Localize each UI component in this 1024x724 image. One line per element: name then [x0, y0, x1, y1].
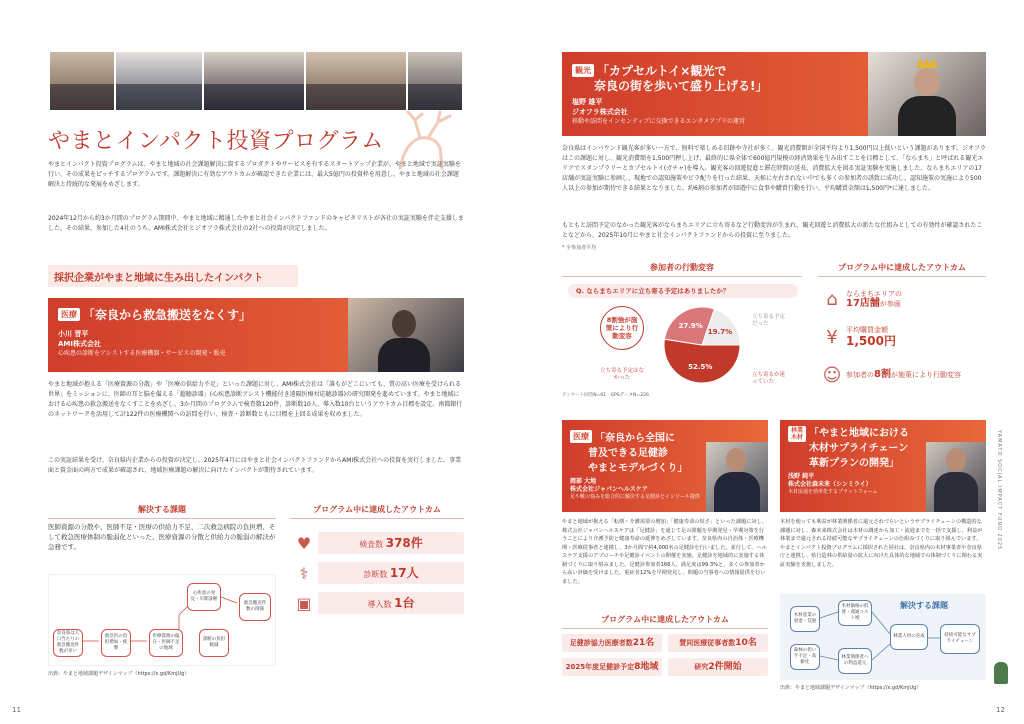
ami-body-2: この実証結果を受け、奈良県内企業からの投資が決定し、2025年4月にはやまと社会インパクトファンドからAMI株式会社への投資を実行しました。事業面と資金面の両方で成果が確認され、地域医療課題の解決に向けたインパクトが期待されています。 [48, 457, 462, 474]
page-number: 11 [12, 706, 21, 714]
forest-problem-heading: 解決する課題 [900, 601, 948, 610]
problem-text: 医師資源の分散や、医師不足・医療の供給力不足、二次救急病院の負担増、そして救急医療体制の脆弱化といった、医療資源の分散と供給力の脆弱の解決が急務です。 [48, 523, 276, 551]
map-caption: 出典：やまと地域課題デザインマップ（https://x.gd/KmjUg） [48, 671, 190, 677]
health-outcome-heading: プログラム中に達成したアウトカム [562, 614, 768, 629]
outcome-item: ¥ 平均購買金額 1,500円 [818, 318, 986, 356]
geofla-person-name: 塩野 雄平 [572, 98, 603, 106]
forest-portrait [926, 442, 986, 512]
callout-circle [600, 306, 644, 350]
health-outcome-grid [562, 634, 768, 676]
pie-legend-3: 立ち寄る予定だった [752, 314, 786, 327]
ami-body-1: やまと地域が抱える「医療資源の分散」や「医療の供給力不足」といった課題に対し、AMI株式会社は「誰もがどこにいても、質の高い医療を受けられる世界」をミッションに、医師の耳と脳を備える「超聴診器」(心疾患診断アシスト機能付き遠隔医療対応聴診器)の研究開発を進めています。やまと地域における心疾患の救急搬送をなくすことをめざし、3か月間のプログラムで検査数120件、診断数10人、導入数10台というアウトカム目標を設定。南都銀行のネットワークを活用して計122件の医療機関への訪問を行い、検査・診断数ともに目標を上回る成果を収めました。 [48, 381, 463, 418]
flow-box: 林業人材の育成 [890, 624, 928, 650]
flow-box: 医療資源の偏在・医師不足の地域 [149, 629, 183, 657]
health-person-name: 岡部 大地 [570, 478, 597, 485]
geofla-outcome-list [818, 280, 986, 394]
behavior-heading: 参加者の行動変容 [562, 262, 802, 277]
event-photo [204, 52, 304, 110]
pie-slice-label: 19.7% [707, 328, 733, 337]
geofla-title-line2: 奈良の街を歩いて盛り上げる!」 [594, 79, 768, 93]
heart-monitor-icon: ♥ [296, 533, 312, 553]
event-photo [50, 52, 114, 110]
right-page [512, 0, 1024, 724]
health-title-line2: 普及できる足健診 [588, 448, 668, 459]
outcome-item: ⌂ ならまちエリアの 17店舗が参画 [818, 280, 986, 318]
ami-problem-map [48, 574, 276, 666]
flow-box: 林業関係者への利益還元 [838, 648, 872, 674]
cash-icon: ¥ [826, 326, 838, 348]
geofla-banner [562, 52, 986, 136]
flow-box: 持続可能なサプライチェーン [940, 624, 980, 654]
outcome-item: ☺ 参加者の8割が施策により行動変容 [818, 356, 986, 394]
flow-box: 木材産業の衰退・荒廃 [790, 606, 820, 632]
people-icon: ☺ [822, 364, 842, 386]
intro-paragraph-2: 2024年12月から約3か月間のプログラム期間中、やまと地域に精通したやまと社会インパクトファンドのキャピタリストが各社の実証実験を伴走支援しました。その結果、参加した4社のうち、AMI株式会社とジオフラ株式会社の2社への投資が決定しました。 [48, 215, 464, 232]
shop-icon: ⌂ [826, 288, 838, 310]
geofla-portrait [868, 52, 986, 136]
flow-box: 救急医の負担増加・疲弊 [101, 629, 131, 657]
geofla-outcome-heading: プログラム中に達成したアウトカム [818, 262, 986, 277]
event-photo [116, 52, 202, 110]
deer-mark-icon [994, 662, 1008, 684]
outcome-item [290, 588, 464, 618]
footnote: * 全参加者平均 [562, 245, 597, 251]
pie-legend-2: 立ち寄るか迷っていた [752, 372, 786, 385]
callout-text: 8割強が施策により行動変容 [605, 316, 639, 340]
forest-problem-map [780, 594, 986, 680]
forest-title-line1: 「やまと地域における [809, 428, 910, 439]
ami-person-name: 小川 晋平 [58, 330, 89, 338]
forest-title-line2: 木材サプライチェーン [809, 443, 909, 454]
forest-banner [780, 420, 986, 512]
outcome-badge: 2025年度足健診予定8地域 [562, 658, 662, 676]
health-description: 足や靴の悩みを総合的に解決する足健診とインソール提供 [570, 494, 700, 500]
outcome-badge: 賛同医療従事者数10名 [668, 634, 768, 652]
forest-description: 木材流通を効率化するプラットフォーム [788, 489, 878, 495]
forest-body: 木材を使っても利益が林業関係者に還元されづらいというサプライチェーンの構造的な課題に対し、森未来株式会社は木材の調達から加工・流通までを一括で支援し、利益が林業まで還元される持続可能なサプライチェーンの仕組みづくりに取り組んでいます。やまとインパクト投資プログラムに採択された同社は、奈良県内の木材事業者や奈良県庁と連携し、県行造林の供給量の拡大に向けた具体的な地域での体制づくりに関わる実証実験を実施しました。 [780, 519, 983, 568]
outcome-badge: 足健診協力医療者数21名 [562, 634, 662, 652]
forest-person-name: 浅野 純平 [788, 473, 815, 480]
outcome-item [290, 558, 464, 588]
event-photo [408, 52, 462, 110]
ami-banner [48, 298, 464, 372]
section-heading [48, 265, 298, 287]
health-banner [562, 420, 768, 512]
forest-title-line3: 革新プランの開発」 [809, 458, 900, 469]
geofla-body-2: もともと訪問予定のなかった観光客がならまちエリアに立ち寄るなど行動変容が生まれ、観光回遊と消費拡大の新たな仕組みとしての有効性が確認されたことなどから、2025年10月にやまと社会インパクトファンドからの投資に至りました。 [562, 222, 983, 239]
outcome-badge: 検査数 378件 [318, 532, 464, 554]
health-body: やまと地域が抱える「転倒・介護需要の増加」「健康寿命の短さ」といった課題に対し、株式会社ジャパンヘルスケアは「足健診」を通じて足の問題を早期発見・早期対策を行うことにより介護予防と健康寿命の延伸をめざしています。奈良県内の自治体・医療機関・医療従事者と連携し、3か月間で約4,000名の足健診を行いました。並行して、ヘルスケア支援のアプローチや足健診イベントの開催を実施。足健診を地域的に実施する体制づくりに取り組みました。足健診参加者168人、満足度は99.3%と、多くの参加者から高い評価を受けました。重症者12%を早期発見し、問題の当事者への情報提供を行いました。 [562, 519, 767, 585]
problem-heading: 解決する課題 [48, 504, 276, 519]
photo-strip [50, 52, 462, 110]
pie-slice [664, 339, 740, 383]
flow-box: 救急搬送件数の削減 [239, 593, 271, 621]
flow-box: 奈良県は人口当たりの救急搬送件数が多い [53, 629, 83, 657]
geofla-company: ジオフラ株式会社 [572, 108, 628, 116]
program-title: やまとインパクト投資プログラム [48, 129, 384, 154]
ami-title: 「奈良から救急搬送をなくす」 [83, 308, 252, 322]
event-photo [306, 52, 406, 110]
geofla-body: 奈良県はインバウンド観光客が多い一方で、無料で楽しめる旧跡や寺社が多く、観光消費額が全国平均より1,500円以上低いという課題があります。ジオフラはこの課題に対し、観光消費額を1,500円押し上げ、最終的に県全体で600億円規模の経済効果を生み出すことを目標として、「ならまち」と呼ばれる観光エリアでスタンプラリーとカプセルトイ(ガチャ)を導入。観光客の回遊促進と滞在時間の延長、消費拡大を図る実証実験を実施しました。ならまちエリアの17店舗が実証実験に参画し、現地での認知施策やビラ配りを行った結果、天候に左右されない中でも多くの参加者の誘致に成功し、認知施策の実施により500人以上の参加が期待できる結果となりました。約6割の参加者が回遊中に食事や購買行動を行い、平均購買金額は1,500円*に達しました。 [562, 145, 986, 192]
survey-question: Q. ならまちエリアに立ち寄る予定はありましたか？ [568, 284, 798, 298]
pie-slice-label: 52.5% [688, 362, 713, 371]
behavior-pie-chart [652, 300, 752, 390]
flow-box: 木材価格の低迷・流通コスト増 [838, 600, 872, 626]
category-tag: 観光 [572, 64, 594, 77]
health-company: 株式会社ジャパンヘルスケア [570, 486, 648, 493]
pie-slice-label: 27.9% [678, 322, 703, 331]
ami-description: 心疾患の診断をアシストする医療機器・サービスの開発・販売 [58, 350, 226, 357]
ami-outcome-list [290, 528, 464, 618]
doctor-icon: ⚕ [299, 563, 309, 583]
health-title-line3: やまとモデルづくり」 [588, 463, 688, 474]
ami-portrait [348, 298, 464, 372]
pie-legend-1: 立ち寄る予定はなかった [599, 368, 644, 381]
category-tag: 医療 [58, 308, 80, 321]
flow-box: 心疾患の発見・早期診断 [187, 583, 221, 611]
outcome-item [290, 528, 464, 558]
geofla-title-line1: 「カプセルトイ×観光で [597, 64, 727, 78]
outcome-badge: 診断数 17人 [318, 562, 464, 584]
outcome-badge: 導入数 1台 [318, 592, 464, 614]
outcome-badge: 研究2件開始 [668, 658, 768, 676]
forest-company: 株式会社森未来（シンミライ） [788, 481, 872, 488]
health-portrait [706, 442, 768, 512]
intro-paragraph-1: やまとインパクト投資プログラムは、やまと地域の社会課題解決に資するプロダクトやサービスを有するスタートアップ企業が、やまと地域で実証実験を行い、その成果をピッチするプログラムです。課題解決に有効なアウトカムが確認できた企業には、最大5億円の投資枠を用意し、やまと地域の社会課題解決と持続的な発展をめざします。 [48, 161, 461, 188]
category-tag: 医療 [570, 430, 592, 443]
section-heading-text: 採択企業がやまと地域に生み出したインパクト [54, 273, 264, 284]
flow-box: 森林の担い手不足・高齢化 [790, 644, 820, 670]
survey-note: アンケート回答N=61 GPSデータN=226 [562, 393, 649, 398]
vertical-side-label: YAMATO SOCIAL IMPACT FUND 2025 [996, 430, 1002, 551]
outcome-heading: プログラム中に達成したアウトカム [290, 504, 464, 519]
category-tag: 林業 木材 [788, 426, 806, 442]
health-title-line1: 「奈良から全国に [595, 433, 675, 444]
flow-box: 診断の負担軽減 [199, 629, 229, 657]
page-number: 12 [996, 706, 1005, 714]
box-icon: ▣ [296, 593, 312, 613]
geofla-description: 移動や訪問をインセンティブに交換できるエンタメアプリの運営 [572, 118, 746, 125]
map-caption: 出典：やまと地域課題デザインマップ（https://x.gd/KmjUg） [780, 685, 922, 691]
ami-company: AMI株式会社 [58, 340, 101, 348]
